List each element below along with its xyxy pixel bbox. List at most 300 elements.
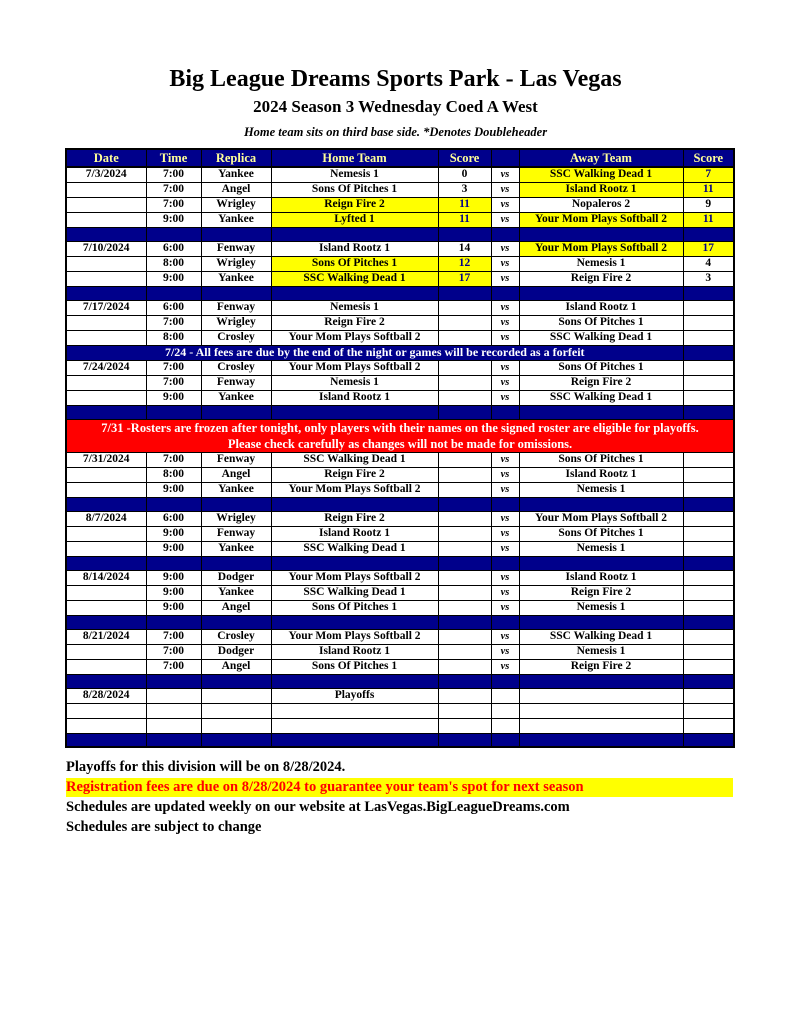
- empty-cell: [491, 718, 519, 733]
- game-row: [66, 315, 734, 330]
- game-row: [66, 585, 734, 600]
- cell-home-team: Sons Of Pitches 1: [271, 600, 438, 615]
- divider-cell: [146, 556, 201, 570]
- empty-cell: [146, 703, 201, 718]
- cell-replica: Yankee: [201, 212, 271, 227]
- page-header: [0, 0, 791, 139]
- divider-cell: [438, 286, 491, 300]
- cell-time: 7:00: [146, 360, 201, 375]
- empty-cell: [519, 703, 683, 718]
- cell-replica: Yankee: [201, 541, 271, 556]
- cell-date: [66, 467, 146, 482]
- cell-home-team: Reign Fire 2: [271, 315, 438, 330]
- cell-home-score: [438, 511, 491, 526]
- cell-replica: Yankee: [201, 390, 271, 405]
- empty-cell: [683, 703, 734, 718]
- cell-away-team: Nemesis 1: [519, 256, 683, 271]
- game-row: [66, 467, 734, 482]
- divider-cell: [146, 405, 201, 419]
- divider-cell: [146, 227, 201, 241]
- cell-time: 7:00: [146, 629, 201, 644]
- cell-away-team: [519, 688, 683, 703]
- cell-time: 8:00: [146, 256, 201, 271]
- game-row: [66, 541, 734, 556]
- cell-vs: vs: [491, 511, 519, 526]
- column-header-home-team: Home Team: [271, 149, 438, 167]
- cell-date: [66, 526, 146, 541]
- cell-time: 7:00: [146, 182, 201, 197]
- divider-cell: [201, 286, 271, 300]
- empty-cell: [491, 703, 519, 718]
- cell-time: [146, 688, 201, 703]
- divider-cell: [66, 615, 146, 629]
- cell-home-score: [438, 300, 491, 315]
- cell-replica: Fenway: [201, 526, 271, 541]
- divider-cell: [146, 286, 201, 300]
- cell-home-team: Your Mom Plays Softball 2: [271, 360, 438, 375]
- cell-vs: vs: [491, 360, 519, 375]
- cell-time: 8:00: [146, 330, 201, 345]
- cell-time: 7:00: [146, 315, 201, 330]
- cell-away-team: Nemesis 1: [519, 644, 683, 659]
- cell-home-score: 17: [438, 271, 491, 286]
- cell-replica: Wrigley: [201, 511, 271, 526]
- cell-replica: Crosley: [201, 360, 271, 375]
- divider-row: [66, 286, 734, 300]
- cell-date: 7/10/2024: [66, 241, 146, 256]
- divider-cell: [683, 556, 734, 570]
- divider-cell: [519, 405, 683, 419]
- divider-cell: [201, 674, 271, 688]
- cell-replica: Angel: [201, 182, 271, 197]
- divider-cell: [66, 286, 146, 300]
- cell-away-team: Nemesis 1: [519, 541, 683, 556]
- divider-row: [66, 674, 734, 688]
- cell-away-score: 9: [683, 197, 734, 212]
- cell-date: [66, 271, 146, 286]
- cell-date: 7/17/2024: [66, 300, 146, 315]
- cell-replica: Angel: [201, 467, 271, 482]
- divider-row: [66, 405, 734, 419]
- registration-note: Registration fees are due on 8/28/2024 to guarantee your team's spot for next season: [66, 778, 733, 797]
- cell-home-score: [438, 467, 491, 482]
- cell-away-score: [683, 526, 734, 541]
- cell-date: [66, 585, 146, 600]
- cell-away-team: Your Mom Plays Softball 2: [519, 241, 683, 256]
- cell-date: [66, 482, 146, 497]
- cell-vs: vs: [491, 330, 519, 345]
- cell-date: [66, 315, 146, 330]
- fees-notice-text: 7/24 - All fees are due by the end of the night or games will be recorded as a forfeit: [66, 345, 683, 360]
- divider-cell: [146, 674, 201, 688]
- cell-replica: Crosley: [201, 629, 271, 644]
- cell-away-team: Your Mom Plays Softball 2: [519, 511, 683, 526]
- cell-replica: Fenway: [201, 452, 271, 467]
- divider-cell: [491, 733, 519, 747]
- cell-home-team: Sons Of Pitches 1: [271, 659, 438, 674]
- cell-home-team: Reign Fire 2: [271, 197, 438, 212]
- cell-away-score: [683, 467, 734, 482]
- cell-home-score: 12: [438, 256, 491, 271]
- cell-home-score: [438, 570, 491, 585]
- cell-away-score: 7: [683, 167, 734, 182]
- cell-time: 6:00: [146, 241, 201, 256]
- divider-cell: [683, 405, 734, 419]
- cell-away-team: Sons Of Pitches 1: [519, 315, 683, 330]
- cell-vs: vs: [491, 167, 519, 182]
- cell-date: 8/14/2024: [66, 570, 146, 585]
- website-note: Schedules are updated weekly on our website at LasVegas.BigLeagueDreams.com: [66, 799, 570, 815]
- cell-away-score: [683, 300, 734, 315]
- schedule-body: [66, 167, 734, 747]
- cell-home-score: 14: [438, 241, 491, 256]
- fees-notice-endcap: [683, 345, 734, 360]
- cell-time: 7:00: [146, 659, 201, 674]
- divider-cell: [491, 497, 519, 511]
- divider-cell: [491, 674, 519, 688]
- page-footer: [66, 758, 791, 837]
- cell-time: 9:00: [146, 482, 201, 497]
- cell-date: [66, 197, 146, 212]
- cell-date: [66, 182, 146, 197]
- empty-row: [66, 718, 734, 733]
- cell-time: 9:00: [146, 570, 201, 585]
- game-row: [66, 644, 734, 659]
- cell-vs: vs: [491, 256, 519, 271]
- cell-home-score: [438, 629, 491, 644]
- game-row: [66, 526, 734, 541]
- cell-vs: vs: [491, 197, 519, 212]
- cell-away-team: Reign Fire 2: [519, 271, 683, 286]
- cell-vs: [491, 688, 519, 703]
- divider-cell: [271, 674, 438, 688]
- column-header-score: Score: [683, 149, 734, 167]
- cell-away-score: [683, 629, 734, 644]
- divider-cell: [683, 674, 734, 688]
- divider-cell: [491, 615, 519, 629]
- roster-notice-line: 7/31 -Rosters are frozen after tonight, only players with their names on the signed roster are eligible for playoffs.: [101, 420, 699, 435]
- cell-away-score: [683, 390, 734, 405]
- game-row: [66, 629, 734, 644]
- divider-cell: [66, 556, 146, 570]
- cell-away-team: Your Mom Plays Softball 2: [519, 212, 683, 227]
- divider-cell: [201, 405, 271, 419]
- divider-cell: [438, 615, 491, 629]
- cell-home-team: SSC Walking Dead 1: [271, 452, 438, 467]
- divider-cell: [201, 497, 271, 511]
- divider-cell: [519, 674, 683, 688]
- cell-away-team: Nemesis 1: [519, 600, 683, 615]
- column-header-date: Date: [66, 149, 146, 167]
- cell-home-team: Nemesis 1: [271, 167, 438, 182]
- cell-away-score: [683, 375, 734, 390]
- cell-home-score: [438, 390, 491, 405]
- roster-notice-text: [66, 419, 734, 452]
- cell-date: 8/28/2024: [66, 688, 146, 703]
- cell-time: 7:00: [146, 375, 201, 390]
- cell-vs: vs: [491, 452, 519, 467]
- cell-home-team: Sons Of Pitches 1: [271, 182, 438, 197]
- game-row: [66, 330, 734, 345]
- column-header-vs: [491, 149, 519, 167]
- divider-cell: [201, 615, 271, 629]
- cell-time: 9:00: [146, 271, 201, 286]
- cell-away-team: SSC Walking Dead 1: [519, 330, 683, 345]
- cell-time: 6:00: [146, 511, 201, 526]
- divider-cell: [271, 733, 438, 747]
- cell-away-score: [683, 452, 734, 467]
- cell-away-score: [683, 688, 734, 703]
- divider-cell: [66, 733, 146, 747]
- game-row: [66, 360, 734, 375]
- empty-cell: [201, 703, 271, 718]
- cell-away-team: SSC Walking Dead 1: [519, 390, 683, 405]
- cell-replica: Yankee: [201, 271, 271, 286]
- cell-vs: vs: [491, 300, 519, 315]
- playoffs-row: [66, 688, 734, 703]
- divider-cell: [66, 227, 146, 241]
- divider-cell: [438, 556, 491, 570]
- empty-cell: [271, 703, 438, 718]
- cell-time: 9:00: [146, 541, 201, 556]
- cell-home-team: Nemesis 1: [271, 375, 438, 390]
- cell-date: 8/7/2024: [66, 511, 146, 526]
- cell-vs: vs: [491, 482, 519, 497]
- cell-away-team: Island Rootz 1: [519, 467, 683, 482]
- cell-vs: vs: [491, 182, 519, 197]
- divider-cell: [683, 227, 734, 241]
- divider-cell: [201, 556, 271, 570]
- divider-cell: [519, 227, 683, 241]
- divider-cell: [201, 733, 271, 747]
- column-header-time: Time: [146, 149, 201, 167]
- subject-to-change-note: Schedules are subject to change: [66, 819, 262, 835]
- cell-vs: vs: [491, 644, 519, 659]
- game-row: [66, 570, 734, 585]
- cell-home-score: [438, 541, 491, 556]
- cell-time: 9:00: [146, 212, 201, 227]
- cell-home-team: SSC Walking Dead 1: [271, 585, 438, 600]
- game-row: [66, 390, 734, 405]
- cell-away-score: [683, 511, 734, 526]
- cell-date: [66, 375, 146, 390]
- cell-replica: Crosley: [201, 330, 271, 345]
- divider-cell: [66, 497, 146, 511]
- cell-vs: vs: [491, 526, 519, 541]
- column-header-replica: Replica: [201, 149, 271, 167]
- cell-home-team: Island Rootz 1: [271, 241, 438, 256]
- cell-home-team: Lyfted 1: [271, 212, 438, 227]
- cell-replica: Fenway: [201, 300, 271, 315]
- divider-cell: [271, 286, 438, 300]
- empty-cell: [66, 718, 146, 733]
- cell-away-score: 11: [683, 182, 734, 197]
- cell-time: 7:00: [146, 452, 201, 467]
- cell-replica: Fenway: [201, 375, 271, 390]
- divider-cell: [438, 497, 491, 511]
- cell-away-team: Sons Of Pitches 1: [519, 360, 683, 375]
- divider-cell: [491, 405, 519, 419]
- cell-date: [66, 541, 146, 556]
- cell-away-team: Island Rootz 1: [519, 182, 683, 197]
- cell-vs: vs: [491, 541, 519, 556]
- divider-cell: [66, 405, 146, 419]
- cell-home-score: [438, 315, 491, 330]
- cell-vs: vs: [491, 629, 519, 644]
- cell-date: [66, 330, 146, 345]
- empty-cell: [201, 718, 271, 733]
- game-row: [66, 197, 734, 212]
- cell-away-score: [683, 644, 734, 659]
- cell-home-team: Reign Fire 2: [271, 511, 438, 526]
- cell-playoffs-label: Playoffs: [271, 688, 438, 703]
- schedule-table: [65, 148, 735, 748]
- cell-date: 7/31/2024: [66, 452, 146, 467]
- page-title: Big League Dreams Sports Park - Las Vegas: [169, 66, 622, 92]
- cell-away-team: Sons Of Pitches 1: [519, 526, 683, 541]
- cell-away-score: [683, 570, 734, 585]
- cell-replica: Yankee: [201, 585, 271, 600]
- divider-cell: [66, 674, 146, 688]
- cell-time: 9:00: [146, 585, 201, 600]
- empty-cell: [438, 718, 491, 733]
- cell-vs: vs: [491, 467, 519, 482]
- divider-cell: [271, 405, 438, 419]
- roster-notice-row: [66, 419, 734, 452]
- fees-notice-row: [66, 345, 734, 360]
- cell-home-team: Reign Fire 2: [271, 467, 438, 482]
- cell-replica: Angel: [201, 659, 271, 674]
- game-row: [66, 167, 734, 182]
- game-row: [66, 271, 734, 286]
- column-header-score: Score: [438, 149, 491, 167]
- divider-cell: [683, 497, 734, 511]
- cell-date: 7/24/2024: [66, 360, 146, 375]
- divider-row: [66, 556, 734, 570]
- cell-away-score: [683, 315, 734, 330]
- cell-vs: vs: [491, 585, 519, 600]
- cell-home-team: SSC Walking Dead 1: [271, 271, 438, 286]
- cell-away-score: [683, 541, 734, 556]
- cell-date: [66, 390, 146, 405]
- divider-cell: [271, 615, 438, 629]
- table-header-row: [66, 149, 734, 167]
- divider-cell: [146, 733, 201, 747]
- empty-row: [66, 703, 734, 718]
- cell-time: 9:00: [146, 526, 201, 541]
- cell-vs: vs: [491, 375, 519, 390]
- cell-home-score: 3: [438, 182, 491, 197]
- cell-home-team: Island Rootz 1: [271, 390, 438, 405]
- cell-away-score: [683, 600, 734, 615]
- cell-away-team: SSC Walking Dead 1: [519, 629, 683, 644]
- game-row: [66, 182, 734, 197]
- game-row: [66, 482, 734, 497]
- cell-away-score: 11: [683, 212, 734, 227]
- cell-away-team: Reign Fire 2: [519, 659, 683, 674]
- cell-home-score: 11: [438, 212, 491, 227]
- divider-row: [66, 227, 734, 241]
- divider-cell: [438, 733, 491, 747]
- cell-home-score: [438, 600, 491, 615]
- cell-home-team: SSC Walking Dead 1: [271, 541, 438, 556]
- cell-vs: vs: [491, 600, 519, 615]
- divider-cell: [146, 615, 201, 629]
- divider-cell: [438, 405, 491, 419]
- cell-vs: vs: [491, 390, 519, 405]
- divider-cell: [271, 556, 438, 570]
- divider-cell: [519, 556, 683, 570]
- season-subtitle: 2024 Season 3 Wednesday Coed A West: [253, 97, 538, 116]
- cell-home-score: [438, 375, 491, 390]
- cell-home-score: [438, 688, 491, 703]
- cell-home-score: [438, 360, 491, 375]
- cell-date: [66, 659, 146, 674]
- cell-away-team: Nemesis 1: [519, 482, 683, 497]
- cell-home-team: Your Mom Plays Softball 2: [271, 330, 438, 345]
- cell-vs: vs: [491, 271, 519, 286]
- cell-replica: Yankee: [201, 167, 271, 182]
- cell-away-score: [683, 585, 734, 600]
- empty-cell: [438, 703, 491, 718]
- empty-cell: [683, 718, 734, 733]
- divider-cell: [683, 733, 734, 747]
- cell-time: 9:00: [146, 390, 201, 405]
- cell-home-team: Your Mom Plays Softball 2: [271, 629, 438, 644]
- game-row: [66, 511, 734, 526]
- playoffs-note: Playoffs for this division will be on 8/28/2024.: [66, 759, 346, 775]
- cell-away-score: 3: [683, 271, 734, 286]
- divider-cell: [201, 227, 271, 241]
- cell-home-score: [438, 659, 491, 674]
- column-header-away-team: Away Team: [519, 149, 683, 167]
- cell-replica: Wrigley: [201, 256, 271, 271]
- cell-replica: Fenway: [201, 241, 271, 256]
- cell-time: 7:00: [146, 644, 201, 659]
- cell-date: [66, 256, 146, 271]
- cell-home-score: [438, 585, 491, 600]
- divider-row: [66, 733, 734, 747]
- cell-time: 9:00: [146, 600, 201, 615]
- cell-date: [66, 644, 146, 659]
- game-row: [66, 300, 734, 315]
- empty-cell: [146, 718, 201, 733]
- game-row: [66, 452, 734, 467]
- game-row: [66, 600, 734, 615]
- cell-replica: Angel: [201, 600, 271, 615]
- divider-row: [66, 615, 734, 629]
- divider-cell: [683, 286, 734, 300]
- cell-time: 6:00: [146, 300, 201, 315]
- cell-away-team: Island Rootz 1: [519, 570, 683, 585]
- empty-cell: [66, 703, 146, 718]
- game-row: [66, 659, 734, 674]
- game-row: [66, 241, 734, 256]
- cell-home-score: 11: [438, 197, 491, 212]
- cell-home-team: Island Rootz 1: [271, 526, 438, 541]
- divider-cell: [491, 227, 519, 241]
- cell-replica: Wrigley: [201, 315, 271, 330]
- divider-cell: [491, 556, 519, 570]
- game-row: [66, 212, 734, 227]
- cell-away-score: 17: [683, 241, 734, 256]
- game-row: [66, 256, 734, 271]
- cell-time: 8:00: [146, 467, 201, 482]
- cell-replica: Dodger: [201, 570, 271, 585]
- cell-home-team: Your Mom Plays Softball 2: [271, 482, 438, 497]
- cell-away-score: [683, 659, 734, 674]
- game-row: [66, 375, 734, 390]
